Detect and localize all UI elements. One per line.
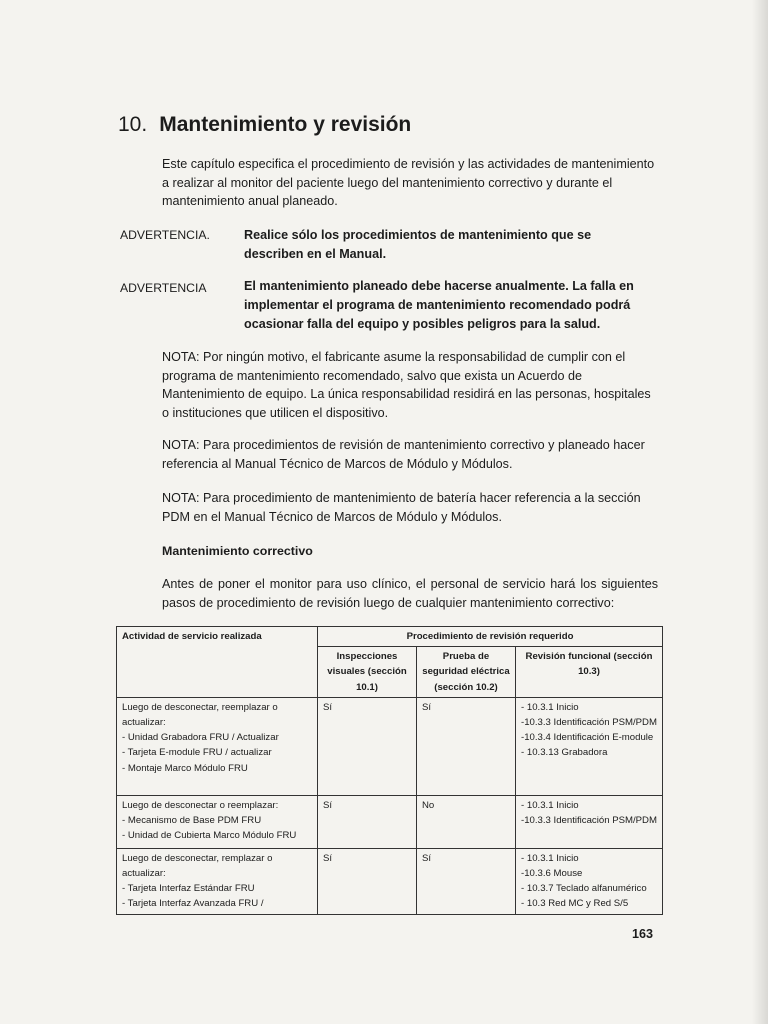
functional-line: - 10.3.13 Grabadora xyxy=(521,747,608,759)
header-activity: Actividad de servicio realizada xyxy=(117,627,318,698)
table-row xyxy=(117,848,663,914)
functional-line: -10.3.3 Identificación PSM/PDM xyxy=(521,717,657,729)
activity-cell xyxy=(117,848,318,914)
functional-line: -10.3.4 Identificación E-module xyxy=(521,732,654,744)
header-procedure: Procedimiento de revisión requerido xyxy=(318,627,663,647)
header-electrical: Prueba de seguridad eléctrica (sección 10.2) xyxy=(417,647,516,698)
visual-cell: Sí xyxy=(318,848,417,914)
activity-line: Luego de desconectar, reemplazar o actualizar: xyxy=(122,701,278,729)
warning-text-1: Realice sólo los procedimientos de mantenimiento que se describen en el Manual. xyxy=(244,228,592,261)
activity-line: - Unidad de Cubierta Marco Módulo FRU xyxy=(122,830,297,842)
functional-line: -10.3.6 Mouse xyxy=(521,868,583,880)
activity-line: Luego de desconectar o reemplazar: xyxy=(122,799,279,811)
procedure-table xyxy=(116,626,663,915)
activity-line: - Unidad Grabadora FRU / Actualizar xyxy=(122,732,279,744)
intro-paragraph: Este capítulo especifica el procedimiento de revisión y las actividades de mantenimiento a realizar al monitor del paciente luego del mantenimiento correctivo y durante el mantenimiento anual planeado. xyxy=(162,157,655,208)
chapter-title xyxy=(118,113,411,137)
functional-line: -10.3.3 Identificación PSM/PDM xyxy=(521,815,657,827)
activity-cell xyxy=(117,795,318,848)
table-header-row xyxy=(117,627,663,647)
functional-cell xyxy=(516,795,663,848)
note-3: NOTA: Para procedimiento de mantenimiento de batería hacer referencia a la sección PDM en el Manual Técnico de Marcos de Módulo y Módulos. xyxy=(162,491,641,524)
activity-line: Luego de desconectar, remplazar o actualizar: xyxy=(122,852,273,880)
activity-line: - Montaje Marco Módulo FRU xyxy=(122,762,248,774)
warning-label-2: ADVERTENCIA xyxy=(120,281,207,295)
activity-cell xyxy=(117,697,318,795)
functional-line: - 10.3.1 Inicio xyxy=(521,799,579,811)
visual-cell: Sí xyxy=(318,697,417,795)
warning-label-1: ADVERTENCIA. xyxy=(120,228,210,242)
page-edge-shadow xyxy=(752,0,768,1024)
functional-line: - 10.3.1 Inicio xyxy=(521,852,579,864)
functional-line: - 10.3.1 Inicio xyxy=(521,701,579,713)
functional-cell xyxy=(516,848,663,914)
chapter-number: 10. xyxy=(118,113,148,136)
activity-line: - Tarjeta E-module FRU / actualizar xyxy=(122,747,272,759)
activity-line: - Mecanismo de Base PDM FRU xyxy=(122,815,262,827)
activity-line: - Tarjeta Interfaz Avanzada FRU / xyxy=(122,898,264,910)
functional-cell xyxy=(516,697,663,795)
warning-text-2: El mantenimiento planeado debe hacerse anualmente. La falla en implementar el programa de mantenimiento recomendado podrá ocasionar falla del equipo y posibles peligros para la salud. xyxy=(244,279,634,331)
electrical-cell: Sí xyxy=(417,848,516,914)
electrical-cell: No xyxy=(417,795,516,848)
functional-line: - 10.3.7 Teclado alfanumérico xyxy=(521,883,647,895)
subheading: Mantenimiento correctivo xyxy=(162,544,313,558)
visual-cell: Sí xyxy=(318,795,417,848)
note-1: NOTA: Por ningún motivo, el fabricante asume la responsabilidad de cumplir con el programa de mantenimiento recomendado, salvo que exista un Acuerdo de Mantenimiento de equipo. La única responsabilidad residirá en las personas, hospitales o instituciones que utilicen el dispositivo. xyxy=(162,350,651,420)
header-visual: Inspecciones visuales (sección 10.1) xyxy=(318,647,417,698)
chapter-title-text: Mantenimiento y revisión xyxy=(159,113,412,136)
activity-line: - Tarjeta Interfaz Estándar FRU xyxy=(122,883,255,895)
before-paragraph: Antes de poner el monitor para uso clínico, el personal de servicio hará los siguientes pasos de procedimiento de revisión luego de cualquier mantenimiento correctivo: xyxy=(162,577,658,610)
electrical-cell: Sí xyxy=(417,697,516,795)
table-row xyxy=(117,697,663,795)
functional-line: - 10.3 Red MC y Red S/5 xyxy=(521,898,629,910)
page-number: 163 xyxy=(632,927,654,941)
table-row xyxy=(117,795,663,848)
note-2: NOTA: Para procedimientos de revisión de mantenimiento correctivo y planeado hacer referencia al Manual Técnico de Marcos de Módulo y Módulos. xyxy=(162,438,645,471)
header-functional: Revisión funcional (sección 10.3) xyxy=(516,647,663,698)
